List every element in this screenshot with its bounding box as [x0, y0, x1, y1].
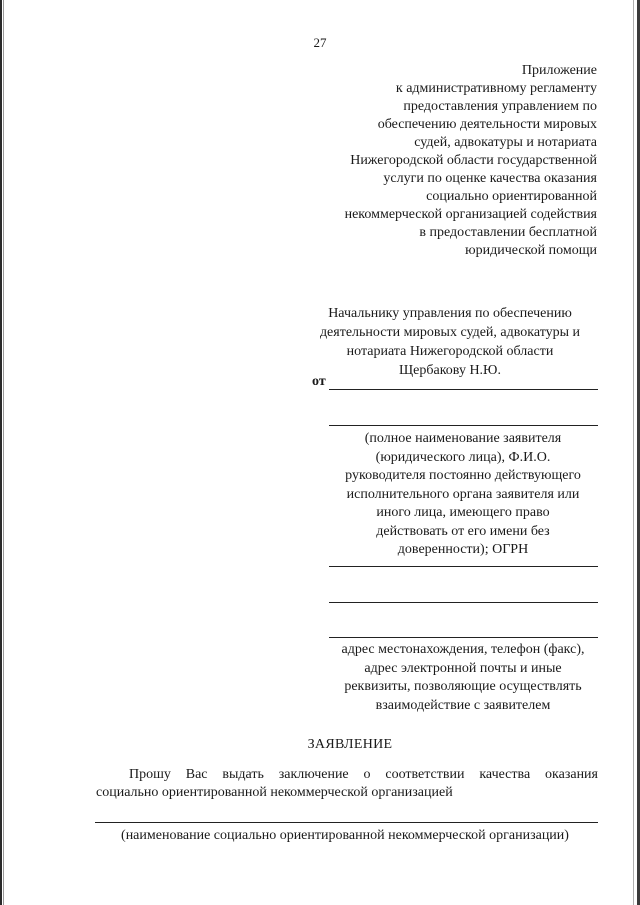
appendix-line: юридической помощи [465, 243, 597, 258]
address-caption-line: взаимодействие с заявителем [375, 697, 551, 713]
appendix-line: Нижегородской области государственной [350, 153, 597, 168]
appendix-line: к административному регламенту [395, 81, 597, 96]
appendix-line: Приложение [521, 63, 597, 78]
applicant-caption-line: доверенности); ОГРН [397, 542, 529, 557]
request-text-line: социально ориентированной некоммерческой организацией [96, 785, 453, 800]
applicant-caption [328, 430, 598, 560]
appendix-line: обеспечению деятельности мировых [377, 117, 597, 132]
addressee-line: нотариата Нижегородской области [346, 344, 554, 359]
request-text-line: Прошу Вас выдать заключение о соответствии качества оказания [129, 767, 598, 782]
addressee-line: Начальнику управления по обеспечению [328, 306, 572, 321]
address-caption [328, 641, 598, 715]
scan-edge-left [0, 0, 2, 905]
from-label: от [312, 374, 326, 389]
applicant-name-fill-line[interactable] [329, 425, 598, 426]
statement-title: ЗАЯВЛЕНИЕ [307, 737, 393, 752]
appendix-line: услуги по оценке качества оказания [383, 171, 597, 186]
from-fill-line[interactable] [329, 389, 598, 390]
address-caption-line: адрес электронной почты и иные [364, 660, 562, 676]
organization-caption: (наименование социально ориентированной некоммерческой организации) [121, 828, 569, 843]
appendix-line: некоммерческой организацией содействия [344, 207, 597, 222]
appendix-line: предоставления управлением по [403, 99, 597, 114]
organization-fill-line[interactable] [95, 822, 598, 823]
address-fill-line[interactable] [329, 602, 598, 603]
appendix-line: социально ориентированной [426, 189, 597, 204]
applicant-caption-line: иного лица, имеющего право [376, 505, 550, 520]
ogrn-fill-line[interactable] [329, 566, 598, 567]
scan-edge-left-shadow [3, 0, 4, 905]
applicant-caption-line: (юридического лица), Ф.И.О. [375, 449, 551, 465]
contacts-fill-line[interactable] [329, 637, 598, 638]
addressee-line: Щербакову Н.Ю. [399, 363, 501, 378]
applicant-caption-line: (полное наименование заявителя [364, 431, 562, 446]
address-caption-line: реквизиты, позволяющие осуществлять [344, 679, 582, 694]
applicant-caption-line: исполнительного органа заявителя или [346, 486, 580, 502]
addressee-line: деятельности мировых судей, адвокатуры и [319, 325, 581, 340]
appendix-header [297, 62, 597, 260]
applicant-caption-line: руководителя постоянно действующего [345, 468, 581, 483]
scan-edge-right-shadow [633, 0, 634, 905]
addressee-block [305, 304, 595, 380]
applicant-caption-line: действовать от его имени без [376, 523, 550, 539]
page-number: 27 [313, 35, 327, 50]
appendix-line: судей, адвокатуры и нотариата [414, 135, 597, 150]
appendix-line: в предоставлении бесплатной [419, 225, 597, 240]
address-caption-line: адрес местонахождения, телефон (факс), [341, 642, 585, 657]
